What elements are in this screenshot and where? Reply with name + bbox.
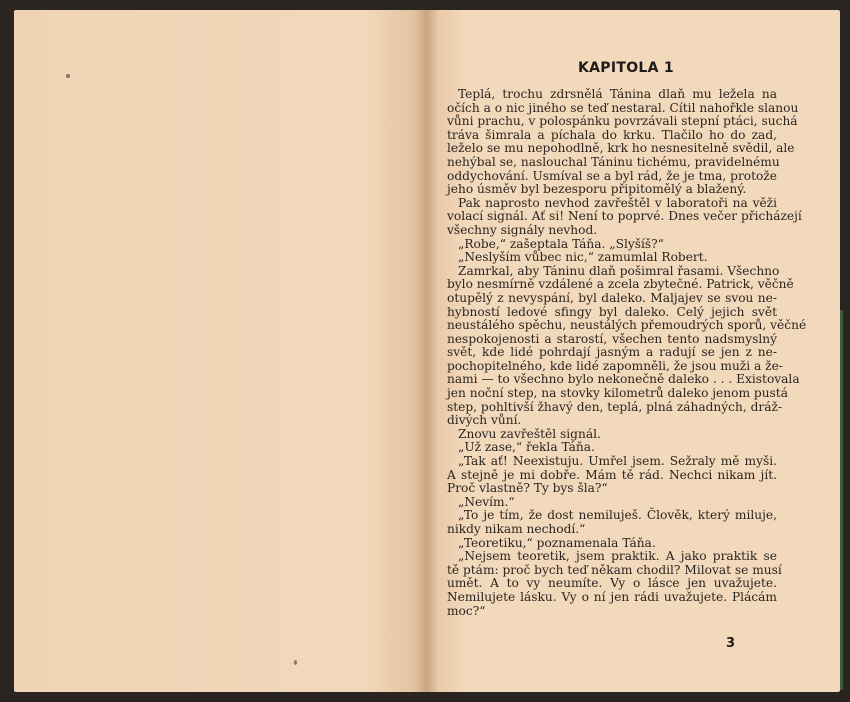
text-line: umět. A to vy neumíte. Vy o lásce jen uvažujete.: [447, 576, 777, 591]
text-line: volací signál. Ať si! Není to poprvé. Dnes večer přicházejí: [447, 209, 802, 224]
text-line: svět, kde lidé pohrdají jasným a radují se jen z ne-: [447, 345, 777, 360]
text-line: Teplá, trochu zdrsnělá Tánina dlaň mu ležela na: [458, 87, 777, 101]
text-line: „Neslyším vůbec nic,“ zamumlal Robert.: [458, 250, 708, 265]
page-number: 3: [726, 636, 736, 651]
text-line: „Nejsem teoretik, jsem praktik. A jako praktik se: [458, 549, 777, 564]
text-line: jen noční step, na stovky kilometrů daleko jenom pustá: [447, 386, 788, 401]
text-line: Pak naprosto nevhod zavřeštěl v laboratoři na věži: [458, 195, 777, 210]
text-line: „Už zase,“ řekla Táňa.: [458, 440, 595, 455]
text-line: divých vůní.: [447, 413, 522, 428]
text-line: Nemilujete lásku. Vy o ní jen rádi uvažujete. Plácám: [447, 589, 777, 604]
text-line: jeho úsměv byl bezesporu připitomělý a blažený.: [447, 182, 747, 197]
text-line: Znovu zavřeštěl signál.: [458, 426, 601, 441]
text-line: nehýbal se, naslouchal Táninu tichému, pravidelnému: [447, 154, 780, 169]
text-line: step, pohltivší žhavý den, teplá, plná záhadných, dráž-: [447, 399, 783, 414]
paper-spot: [294, 660, 297, 665]
chapter-heading: KAPITOLA 1: [578, 60, 674, 76]
text-line: hybností ledové sfingy byl daleko. Celý jejich svět: [447, 304, 777, 319]
text-line: leželo se mu nepohodlně, krk ho nesnesitelně svědil, ale: [447, 141, 795, 156]
left-page-blank: [14, 10, 426, 692]
text-line: tráva šimrala a píchala do krku. Tlačilo ho do zad,: [447, 127, 777, 142]
text-line: neustálého spěchu, neustálých přemoudrých sporů, věčné: [447, 318, 807, 333]
text-line: „Tak ať! Neexistuju. Umřel jsem. Sežraly mě myši.: [458, 454, 777, 469]
text-line: očích a o nic jiného se teď nestaral. Cítil nahořkle slanou: [447, 100, 799, 115]
text-line: „Teoretiku,“ poznamenala Táňa.: [458, 535, 656, 550]
text-line: tě ptám: proč bych teď někam chodil? Milovat se musí: [447, 562, 782, 577]
text-line: všechny signály nevhod.: [447, 222, 598, 237]
text-line: Proč vlastně? Ty bys šla?“: [447, 481, 608, 496]
text-line: Zamrkal, aby Táninu dlaň pošimral řasami. Všechno: [458, 263, 780, 278]
text-line: oddychování. Usmíval se a byl rád, že je tma, protože: [447, 168, 777, 183]
text-line: otupělý z nevyspání, byl daleko. Maljajev se svou ne-: [447, 290, 777, 305]
text-line: „Robe,“ zašeptala Táňa. „Slyšíš?“: [458, 236, 664, 251]
text-line: pochopitelného, kde lidé zapomněli, že jsou muži a že-: [447, 358, 783, 373]
paper-spot: [66, 74, 70, 78]
text-line: vůni prachu, v polospánku povrzávali stepní ptáci, suchá: [447, 114, 798, 129]
body-text: [447, 87, 807, 618]
text-line: „To je tím, že dost nemiluješ. Člověk, který miluje,: [458, 508, 777, 523]
text-line: nespokojenosti a starostí, všechen tento nadsmyslný: [447, 331, 777, 346]
text-line: A stejně je mi dobře. Mám tě rád. Nechci nikam jít.: [447, 467, 777, 482]
text-line: „Nevím.“: [458, 494, 515, 509]
right-page: [426, 10, 840, 692]
text-line: nami — to všechno bylo nekonečně daleko . . . Existovala: [447, 372, 800, 387]
text-line: moc?“: [447, 603, 486, 618]
text-line: nikdy nikam nechodí.“: [447, 522, 586, 536]
text-line: bylo nesmírně vzdálené a zcela zbytečné. Patrick, věčně: [447, 277, 794, 292]
